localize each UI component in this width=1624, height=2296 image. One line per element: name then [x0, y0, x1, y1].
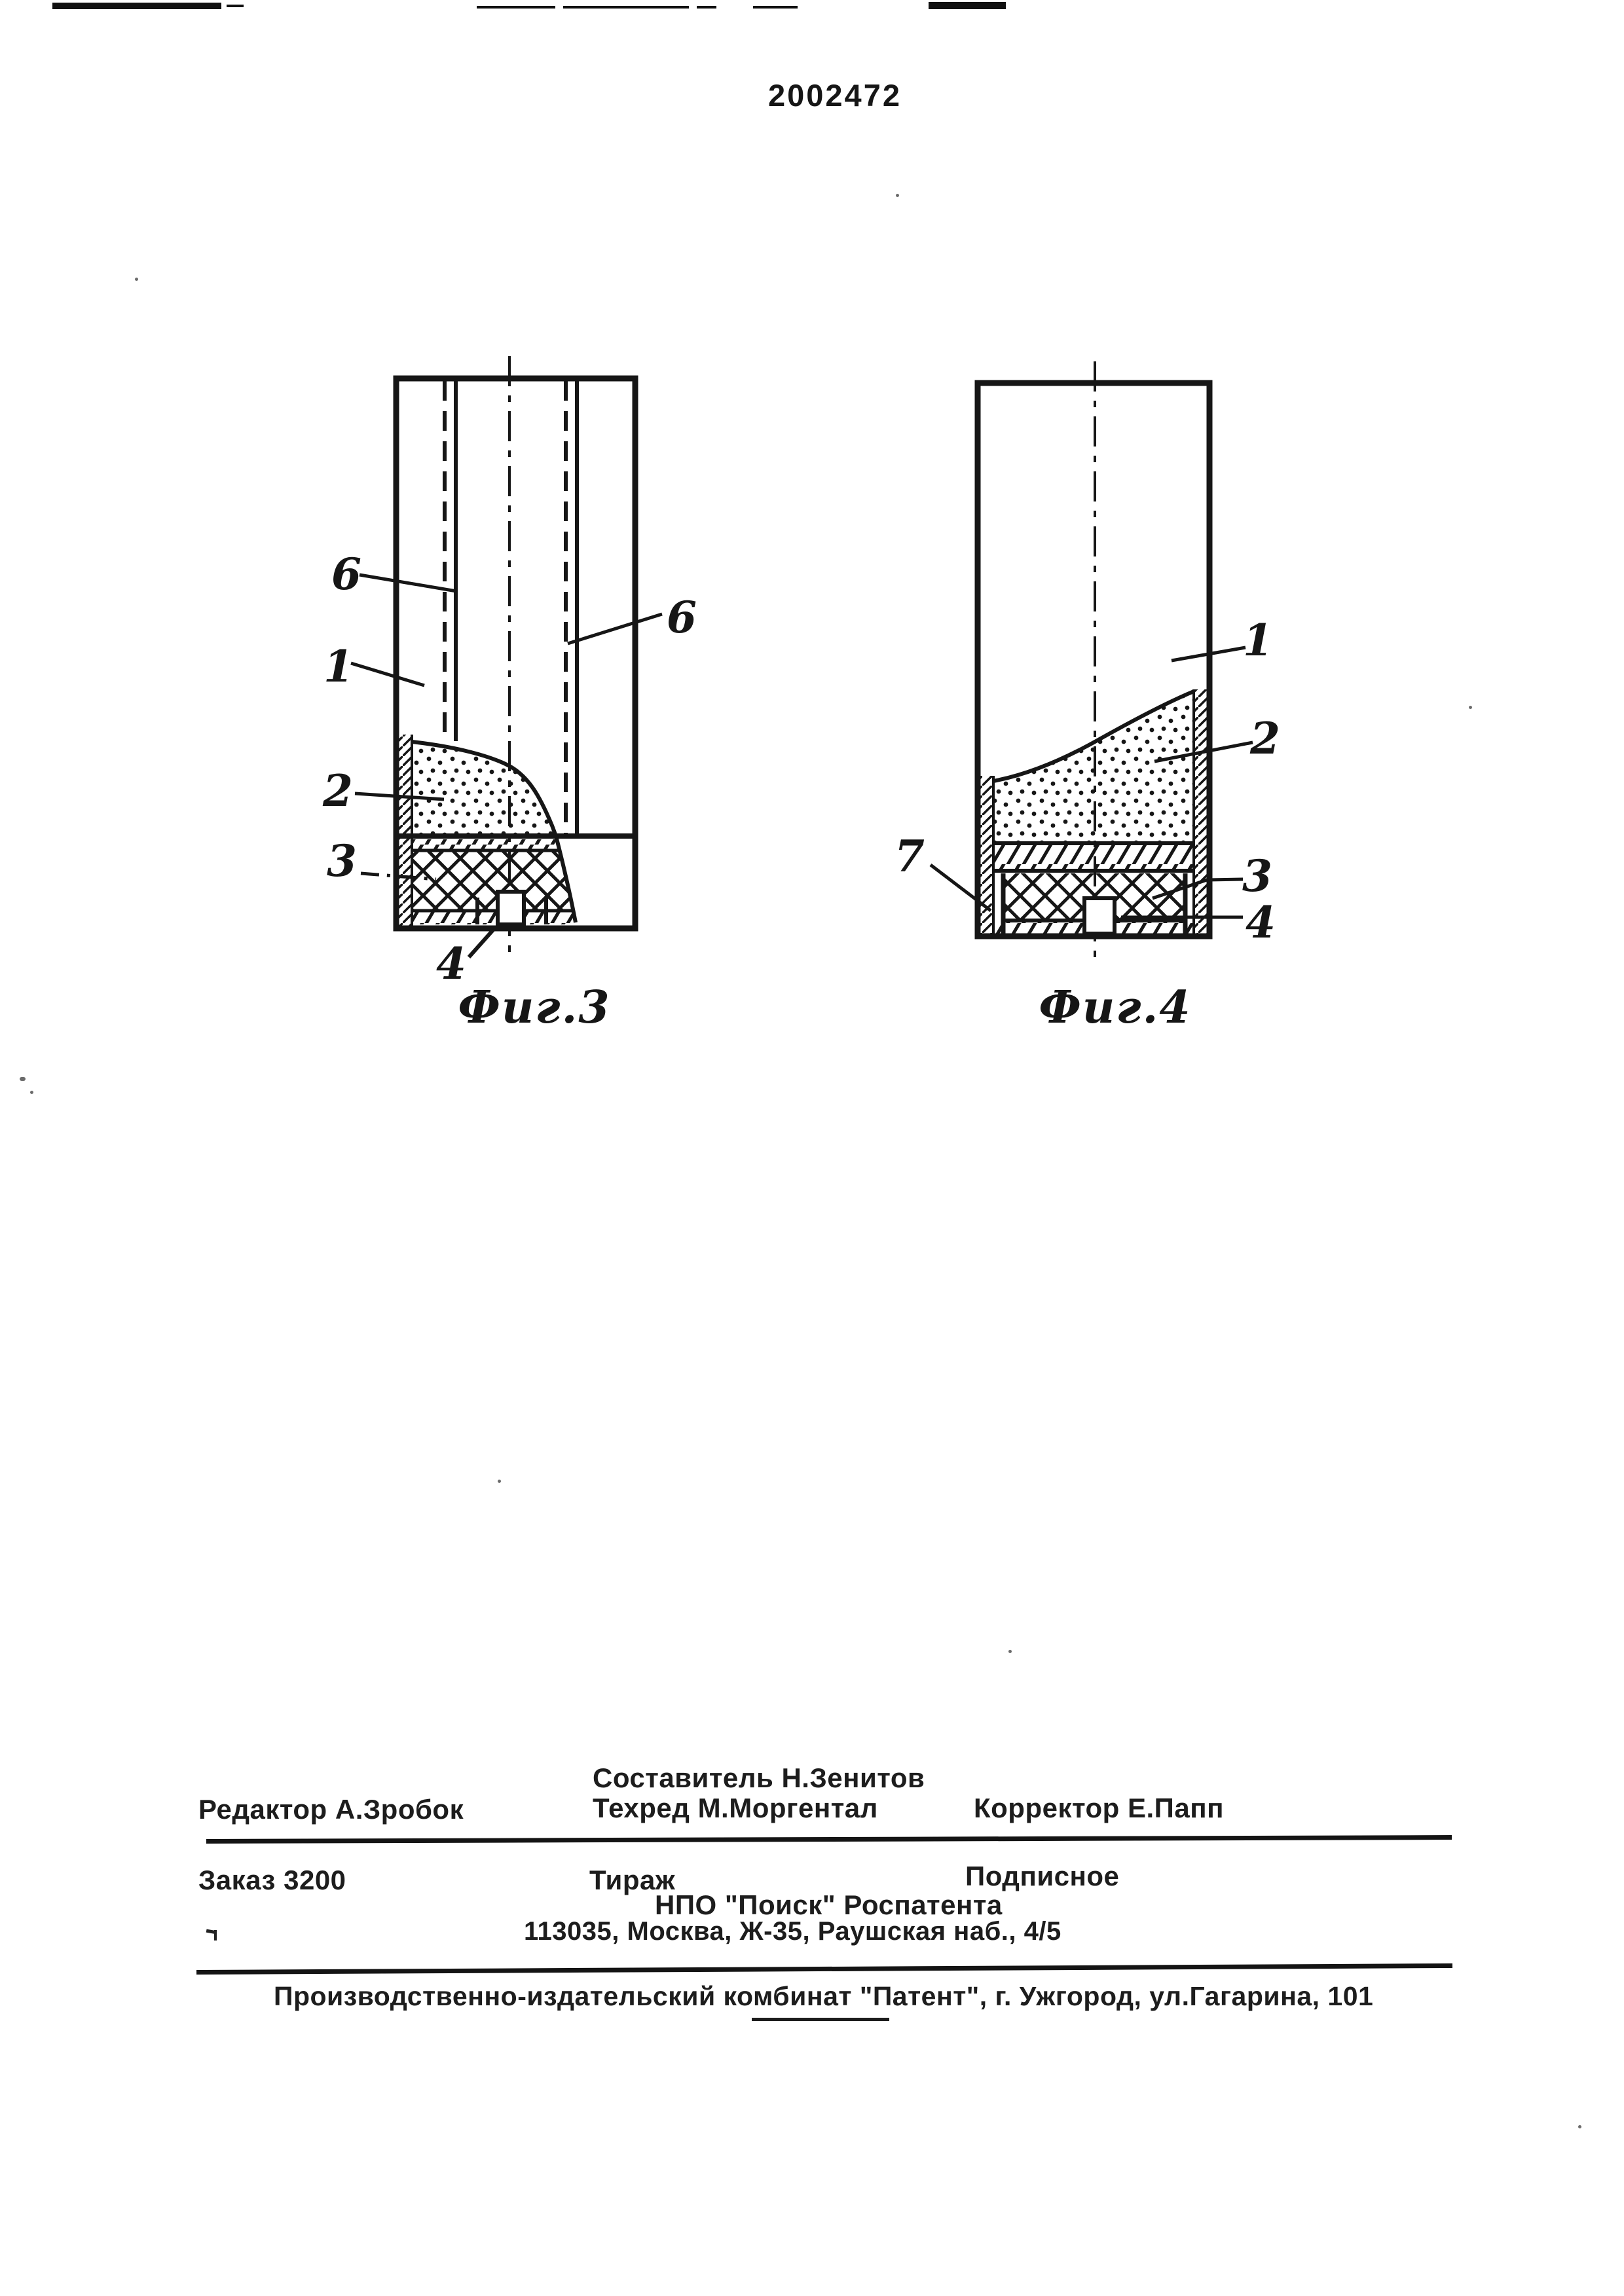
fig3-leader-6-right [568, 614, 662, 644]
fig3-leader-1 [351, 663, 424, 685]
footer-editor: Редактор А.Зробок [198, 1794, 464, 1825]
footer-npo: НПО "Поиск" Роспатента [655, 1889, 1003, 1920]
fig4-label-2: 2 [1250, 713, 1280, 764]
footer-compiler: Составитель Н.Зенитов [593, 1762, 925, 1793]
fig3-caption: Фиг.3 [458, 981, 611, 1034]
footer-tirazh: Тираж [589, 1865, 676, 1895]
fig3-primer [498, 892, 524, 924]
fig3-drawing [322, 356, 697, 1034]
footer-podpisnoe: Подписное [965, 1861, 1120, 1891]
fig3-label-6-right: 6 [667, 592, 697, 643]
footer-address: 113035, Москва, Ж-35, Раушская наб., 4/5 [524, 1917, 1061, 1946]
fig4-primer [1084, 898, 1115, 934]
fig3-case-wall-hatch [396, 735, 412, 926]
patent-number: 2002472 [768, 78, 902, 113]
fig3-label-3: 3 [327, 835, 357, 886]
footer-corrector: Корректор Е.Папп [974, 1793, 1224, 1823]
footer-plant: Производственно-издательский комбинат "Патент", г. Ужгород, ул.Гагарина, 101 [274, 1981, 1374, 2011]
fig4-label-4: 4 [1246, 897, 1276, 948]
scan-stray-mark [214, 1930, 217, 1941]
fig4-case-wall-hatch-left [978, 776, 993, 936]
fig3-bottom-band [412, 911, 577, 924]
fig3-wad-block [412, 851, 574, 911]
fig3-leader-6-left [360, 575, 456, 591]
fig4-case-wall-hatch-right [1194, 689, 1209, 936]
fig3-washer-band [412, 839, 561, 850]
fig3-label-6-left: 6 [331, 549, 361, 600]
fig4-label-7: 7 [895, 831, 925, 882]
fig4-caption: Фиг.4 [1039, 981, 1192, 1034]
fig3-leader-4 [469, 927, 496, 957]
fig3-label-2: 2 [323, 765, 353, 816]
fig3-label-4: 4 [436, 938, 466, 989]
fig4-label-1: 1 [1243, 615, 1273, 666]
footer-order: Заказ 3200 [198, 1865, 346, 1895]
fig4-drawing [895, 361, 1280, 1034]
footer-techred: Техред М.Моргентал [593, 1793, 878, 1823]
footer-short-underline [752, 2018, 889, 2021]
fig4-washer-band [993, 845, 1194, 869]
fig3-label-1: 1 [323, 641, 354, 692]
fig4-label-3: 3 [1242, 850, 1272, 902]
